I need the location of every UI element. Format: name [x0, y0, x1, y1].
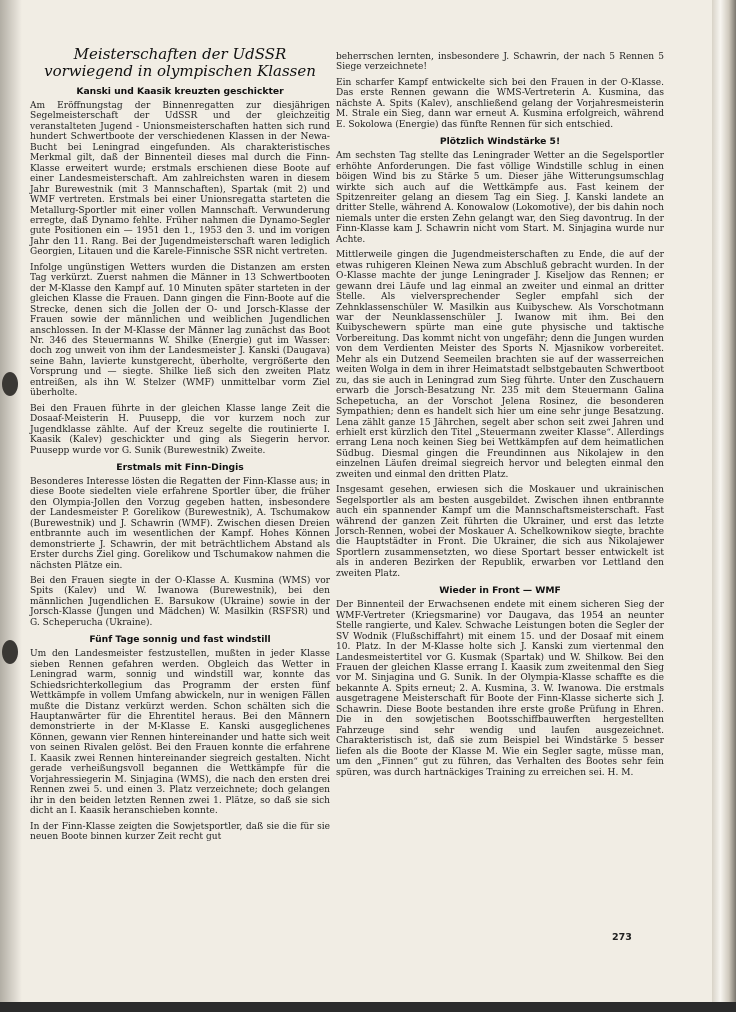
scan-bottom-edge [0, 1002, 736, 1012]
right-column [336, 52, 664, 783]
title-line-2: vorwiegend in olympischen Klassen [44, 62, 316, 80]
section-heading: Plötzlich Windstärke 5! [439, 136, 561, 148]
article-title [30, 46, 330, 80]
paragraph: Am sechsten Tag stellte das Leningrader Wetter an die Segelsportler erhöhte Anforderungen. Die fast völlige Windstille schlug in einen böigen Wind bis zu Stärke 5 um. Dieser jähe Witterungsumschlag wirkte sich auch auf die Wettkämpfe aus. Fast keinem der Spitzenreiter gelang an diesem Tag ein Sieg. J. Kanski landete an dritter Stelle, während A. Konowalow (Lokomotive), der bis dahin noch niemals unter die ersten Zehn gelangt war, den Sieg davontrug. In der Finn-Klasse kam J. Schawrin nicht vom Start. M. Sinjagina wurde nur Achte. [336, 151, 664, 245]
paragraph: Infolge ungünstigen Wetters wurden die Distanzen am ersten Tag verkürzt. Zuerst nahmen die Männer in 13 Schwertbooten der M-Klasse den Kampf auf. 10 Minuten später starteten in der gleichen Klasse die Frauen. Dann gingen die Finn-Boote auf die Strecke, denen sich die Jollen der O- und Jorsch-Klasse der Frauen sowie der männlichen und weiblichen Jugendlichen anschlossen. In der M-Klasse der Männer lag zunächst das Boot Nr. 346 des Steuermanns W. Shilke (Energie) gut im Wasser: doch zog unweit von ihm der Landesmeister J. Kanski (Daugava) seine Bahn, lavierte kunstgerecht, überholte, vergrößerte den Vorsprung und — siegte. Shilke ließ sich den zweiten Platz entreißen, als ihn W. Stelzer (WMF) unmittelbar vorm Ziel überholte. [30, 262, 330, 399]
paragraph: Bei den Frauen siegte in der O-Klasse A. Kusmina (WMS) vor Spits (Kalev) und W. Iwanowa (Burewestnik), bei den männlichen Jugendlichen E. Barsukow (Ukraine) sowie in der Jorsch-Klasse (Jungen und Mädchen) W. Masilkin (RSFSR) und G. Scheperucha (Ukraine). [30, 576, 330, 628]
paragraph: beherrschen lernten, insbesondere J. Schawrin, der nach 5 Rennen 5 Siege verzeichnete! [336, 52, 664, 73]
section-heading: Wieder in Front — WMF [439, 585, 561, 597]
paragraph: Bei den Frauen führte in der gleichen Klasse lange Zeit die Dosaaf-Meisterin H. Puusepp, die vor kurzem noch zur Jugendklasse zählte. Auf der Kreuz segelte die routinierte I. Kaasik (Kalev) geschickter und ging als Siegerin hervor. Puusepp wurde vor G. Sunik (Burewestnik) Zweite. [30, 403, 330, 456]
section-heading: Kanski und Kaasik kreuzten geschickter [76, 86, 284, 97]
title-line-1: Meisterschaften der UdSSR [73, 45, 287, 63]
page-number: 273 [612, 932, 632, 943]
paragraph: Mittlerweile gingen die Jugendmeisterschaften zu Ende, die auf der etwas ruhigeren Kleinen Newa zum Abschluß gebracht wurden. In der O-Klasse machte der junge Leningrader J. Kiseljow das Rennen; er gewann drei Läufe und lag einmal an zweiter und einmal an dritter Stelle. Als vielversprechender Segler empfahl sich der Zehnklassenschüler W. Masilkin aus Kuibyschew. Als Vorschotmann war der Neunklassenschüler J. Iwanow mit ihm. Bei den Kuibyschewern spürte man eine gute physische und taktische Vorbereitung. Das kommt nicht von ungefähr; denn die Jungen wurden von dem Verdienten Meister des Sports N. Mjasnikow vorbereitet. Mehr als ein Dutzend Seemeilen brachten sie auf der wasserreichen weiten Wolga in dem in ihrer Heimatstadt selbstgebauten Schwertboot zu, das sie auch in Leningrad zum Sieg führte. Unter den Zuschauern erwarb die Jorsch-Besatzung Nr. 235 mit dem Steuermann Galina Schepetucha, an der Vorschot Jelena Rosinez, die besonderen Sympathien; denn es handelt sich hier um eine sehr junge Besatzung. Lena zählt ganze 15 Jährchen, segelt aber schon seit zwei Jahren und erhielt erst kürzlich den Titel „Steuermann zweiter Klasse“. Allerdings errang Lena noch keinen Sieg bei Wettkämpfen auf dem heimatlichen Südbug. Diesmal gingen die Freundinnen aus Nikolajew in den einzelnen Läufen dreimal siegreich hervor und belegten einmal den zweiten und einmal den dritten Platz. [336, 250, 664, 480]
punch-hole [2, 640, 18, 664]
paragraph: Besonderes Interesse lösten die Regatten der Finn-Klasse aus; in diese Boote siedelten viele erfahrene Sportler über, die früher den Olympia-Jollen den Vorzug gegeben hatten, insbesondere der Landesmeister P. Gorelikow (Burewestnik), A. Tschumakow (Burewestnik) und J. Schawrin (WMF). Zwischen diesen Dreien entbrannte auch im wesentlichen der Kampf. Hohes Können demonstrierte J. Schawrin, der mit beträchtlichem Abstand als Erster durchs Ziel ging. Gorelikow und Tschumakow nahmen die nächsten Plätze ein. [30, 476, 330, 571]
paragraph: Am Eröffnungstag der Binnenregatten zur diesjährigen Segelmeisterschaft der UdSSR und der gleichzeitig veranstalteten Jugend - Unionsmeisterschaften hatten sich rund hundert Schwertboote der verschiedenen Klassen in der Newa-Bucht bei Leningrad eingefunden. Als charakteristisches Merkmal gilt, daß der Binnenteil dieses mal durch die Finn-Klasse erweitert wurde; erstmals erschienen diese Boote auf einer Landesmeisterschaft. Am zahlreichsten waren in diesem Jahr Burewestnik (mit 3 Mannschaften), Spartak (mit 2) und WMF vertreten. Erstmals bei einer Unionsregatta starteten die Metallurg-Sportler mit einer vollen Mannschaft. Verwunderung erregte, daß Dynamo fehlte. Früher nahmen die Dynamo-Segler gute Positionen ein — 1951 den 1., 1953 den 3. und im vorigen Jahr den 11. Rang. Bei der Jugendmeisterschaft waren lediglich Georgien, Litauen und die Karele-Finnische SSR nicht vertreten. [30, 101, 330, 258]
paragraph: Ein scharfer Kampf entwickelte sich bei den Frauen in der O-Klasse. Das erste Rennen gewann die WMS-Vertreterin A. Kusmina, das nächste A. Spits (Kalev), anschließend gelang der Vorjahresmeisterin M. Strale ein Sieg, dann war erneut A. Kusmina erfolgreich, während E. Sokolowa (Energie) das fünfte Rennen für sich entschied. [336, 77, 664, 130]
paragraph: In der Finn-Klasse zeigten die Sowjetsportler, daß sie die für sie neuen Boote binnen kurzer Zeit recht gut [30, 821, 330, 842]
paragraph: Um den Landesmeister festzustellen, mußten in jeder Klasse sieben Rennen gefahren werden. Obgleich das Wetter in Leningrad warm, sonnig und windstill war, konnte das Schiedsrichterkollegium das Programm der ersten fünf Wettkämpfe in vollem Umfang abwickeln, nur in wenigen Fällen mußte die Distanz verkürzt werden. Schon schälten sich die Hauptanwärter für die Ehrentitel heraus. Bei den Männern demonstrierte in der M-Klasse E. Kanski ausgeglichenes Können, gewann vier Rennen hintereinander und hatte sich weit von seinen Rivalen gelöst. Bei den Frauen konnte die erfahrene I. Kaasik zwei Rennen hintereinander siegreich gestalten. Nicht gerade verheißungsvoll begannen die Wettkämpfe für die Vorjahressiegerin M. Sinjagina (WMS), die nach den ersten drei Rennen zwei 5. und einen 3. Platz verzeichnete; doch gelangen ihr in den beiden letzten Rennen zwei 1. Plätze, so daß sie sich dicht an I. Kaasik heranschieben konnte. [30, 649, 330, 817]
section-heading: Fünf Tage sonnig und fast windstill [89, 634, 271, 646]
section-heading: Erstmals mit Finn-Dingis [116, 461, 244, 473]
paragraph: Der Binnenteil der Erwachsenen endete mit einem sicheren Sieg der WMF-Vertreter (Kriegsmarine) vor Daugava, das 1954 an neunter Stelle rangierte, und Kalev. Schwache Leistungen boten die Segler der SV Wodnik (Flußschiffahrt) mit einem 15. und der Dosaaf mit einem 10. Platz. In der M-Klasse holte sich J. Kanski zum viertenmal den Landesmeistertitel vor G. Kusmak (Spartak) und W. Shilkow. Bei den Frauen der gleichen Klasse errang I. Kaasik zum zweitenmal den Sieg vor M. Sinjagina und G. Sunik. In der Olympia-Klasse schaffte es die bekannte A. Spits erneut; 2. A. Kusmina, 3. W. Iwanowa. Die erstmals ausgetragene Meisterschaft für Boote der Finn-Klasse sicherte sich J. Schawrin. Diese Boote bestanden ihre erste große Prüfung in Ehren. Die in den sowjetischen Bootsschiffbauwerften hergestellten Fahrzeuge sind sehr wendig und laufen ausgezeichnet. Charakteristisch ist, daß sie zum Beispiel bei Windstärke 5 besser liefen als die Boote der Klasse M. Wie ein Segler sagte, müsse man, um den „Finnen“ gut zu führen, das Verhalten des Bootes sehr fein spüren, was durch hartnäckiges Training zu erreichen sei. H. M. [336, 600, 664, 778]
left-column [30, 46, 330, 847]
paragraph: Insgesamt gesehen, erwiesen sich die Moskauer und ukrainischen Segelsportler als am besten ausgebildet. Zwischen ihnen entbrannte auch ein spannender Kampf um die Mannschaftsmeisterschaft. Fast während der ganzen Zeit führten die Ukrainer, und erst das letzte Jorsch-Rennen, wobei der Moskauer A. Schelkownikow siegte, brachte die Hauptstädter in Front. Die Ukrainer, die sich aus Nikolajewer Sportlern zusammensetzten, wo diese Sportart besser entwickelt ist als in anderen Bezirken der Republik, erwarben vor Lettland den zweiten Platz. [336, 485, 664, 579]
punch-hole [2, 372, 18, 396]
book-binding-edge [712, 0, 736, 1012]
